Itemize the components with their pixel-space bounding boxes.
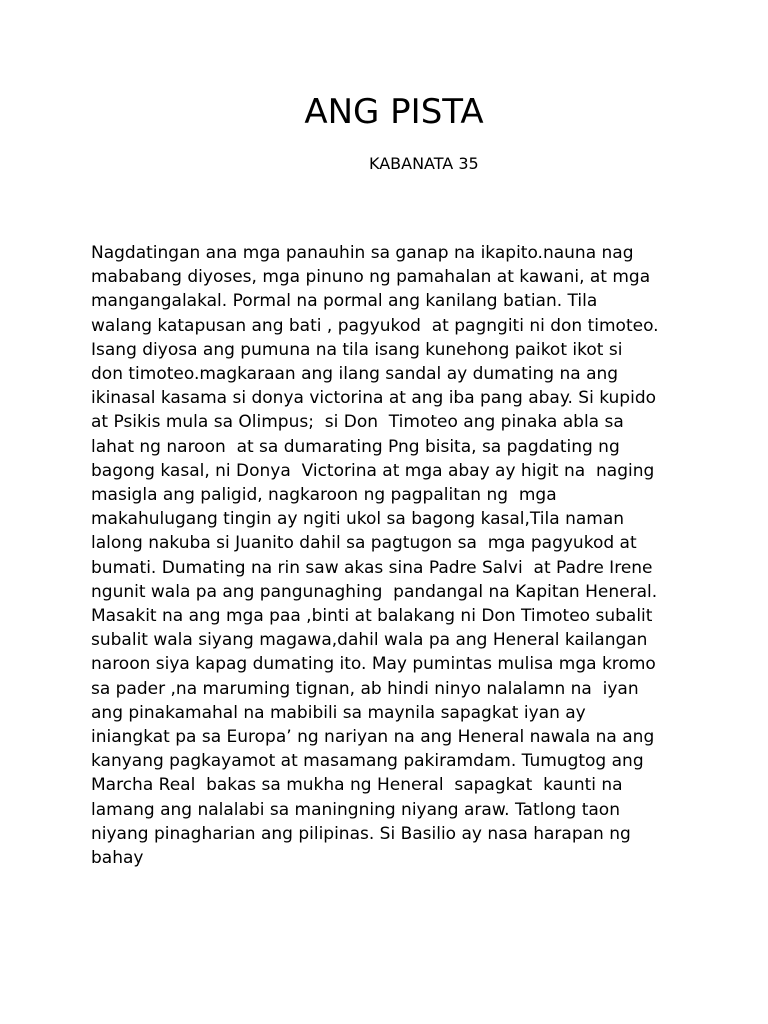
text-line: niyang pinagharian ang pilipinas. Si Basilio ay nasa harapan ng bbox=[91, 823, 631, 844]
text-line: lalong nakuba si Juanito dahil sa pagtugon sa mga pagyukod at bbox=[91, 533, 637, 554]
chapter-heading: KABANATA 35 bbox=[369, 154, 479, 173]
text-line: ikinasal kasama si donya victorina at ang iba pang abay. Si kupido bbox=[91, 388, 657, 409]
text-line: iniangkat pa sa Europa’ ng nariyan na ang Heneral nawala na ang bbox=[91, 727, 655, 748]
text-line: lamang ang nalalabi sa maningning niyang araw. Tatlong taon bbox=[91, 799, 620, 820]
text-line: mababang diyoses, mga pinuno ng pamahalan at kawani, at mga bbox=[91, 267, 651, 288]
text-line: masigla ang paligid, nagkaroon ng pagpalitan ng mga bbox=[91, 485, 557, 506]
text-line: at Psikis mula sa Olimpus; si Don Timoteo ang pinaka abla sa bbox=[91, 412, 624, 433]
text-line: bumati. Dumating na rin saw akas sina Padre Salvi at Padre Irene bbox=[91, 557, 653, 578]
text-line: Marcha Real bakas sa mukha ng Heneral sapagkat kaunti na bbox=[91, 775, 623, 796]
text-line: bagong kasal, ni Donya Victorina at mga abay ay higit na naging bbox=[91, 460, 655, 481]
page-title: ANG PISTA bbox=[304, 92, 484, 132]
text-line: don timoteo.magkaraan ang ilang sandal ay dumating na ang bbox=[91, 364, 619, 385]
body-paragraph bbox=[91, 241, 691, 870]
text-line: naroon siya kapag dumating ito. May pumintas mulisa mga kromo bbox=[91, 654, 656, 675]
text-line: makahulugang tingin ay ngiti ukol sa bagong kasal,Tila naman bbox=[91, 509, 625, 530]
text-line: lahat ng naroon at sa dumarating Png bisita, sa pagdating ng bbox=[91, 436, 620, 457]
text-line: Nagdatingan ana mga panauhin sa ganap na ikapito.nauna nag bbox=[91, 243, 634, 263]
text-line: bahay bbox=[91, 848, 144, 869]
text-line: ang pinakamahal na mabibili sa maynila sapagkat iyan ay bbox=[91, 702, 586, 723]
text-line: kanyang pagkayamot at masamang pakiramdam. Tumugtog ang bbox=[91, 751, 644, 772]
text-line: subalit wala siyang magawa,dahil wala pa ang Heneral kailangan bbox=[91, 630, 648, 651]
text-line: Masakit na ang mga paa ,binti at balakang ni Don Timoteo subalit bbox=[91, 606, 653, 627]
text-line: mangangalakal. Pormal na pormal ang kanilang batian. Tila bbox=[91, 291, 598, 312]
text-line: ngunit wala pa ang pangunaghing pandangal na Kapitan Heneral. bbox=[91, 581, 658, 602]
text-line: walang katapusan ang bati , pagyukod at pagngiti ni don timoteo. bbox=[91, 315, 659, 336]
text-line: Isang diyosa ang pumuna na tila isang kunehong paikot ikot si bbox=[91, 339, 623, 360]
text-line: sa pader ,na maruming tignan, ab hindi ninyo nalalamn na iyan bbox=[91, 678, 639, 699]
